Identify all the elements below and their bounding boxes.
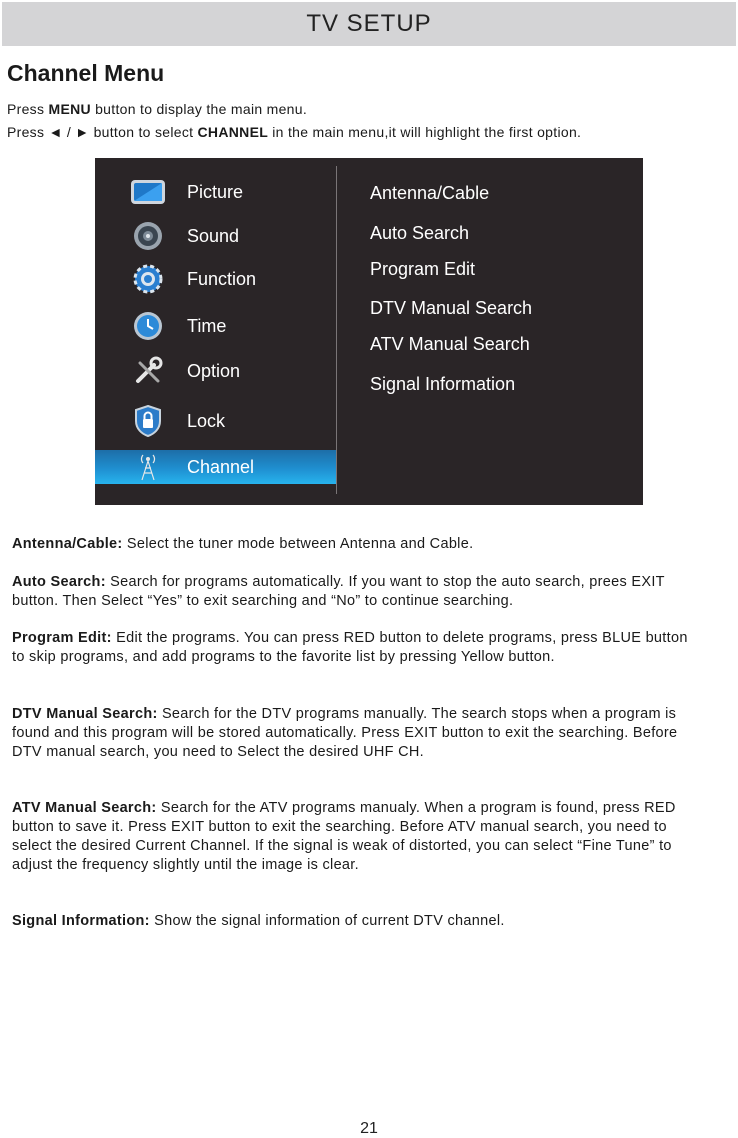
tv-menu-screen: [95, 158, 643, 505]
channel-key-label: CHANNEL: [197, 124, 269, 140]
option-icon: [130, 356, 166, 386]
intro-text: button to display the main menu.: [90, 101, 308, 117]
intro-text: in the main menu,it will highlight the first option.: [268, 124, 582, 140]
desc-term: Antenna/Cable:: [12, 536, 123, 552]
menu-divider: [336, 166, 337, 494]
desc-text: Select the tuner mode between Antenna and Cable.: [122, 536, 474, 552]
desc-auto-search: [12, 573, 702, 611]
desc-text: Edit the programs. You can press RED button to delete programs, press BLUE button to skip programs, and add programs to the favorite list by pressing Yellow button.: [12, 630, 688, 665]
desc-text: Show the signal information of current DTV channel.: [149, 913, 505, 929]
desc-term: Signal Information:: [12, 913, 150, 929]
submenu-item-signal-information[interactable]: Signal Information: [370, 374, 516, 394]
desc-antenna-cable: [12, 535, 702, 554]
intro-line-1: [7, 101, 307, 117]
menu-key-label: MENU: [48, 101, 91, 117]
desc-dtv-manual-search: [12, 705, 702, 762]
desc-atv-manual-search: [12, 799, 702, 875]
lock-icon: [130, 406, 166, 436]
menu-item-channel[interactable]: [95, 450, 336, 484]
time-icon: [130, 311, 166, 341]
desc-signal-information: [12, 912, 702, 931]
intro-text: button to select: [89, 124, 198, 140]
desc-term: DTV Manual Search:: [12, 706, 158, 722]
picture-icon: [130, 177, 166, 207]
menu-item-function[interactable]: [95, 262, 336, 296]
desc-text: Search for the DTV programs manually. The search stops when a program is found and this program will be stored automatically. Press EXIT button to exit the searching. Before DTV manual search, you need to Select the desired UHF CH.: [12, 706, 678, 760]
menu-item-lock[interactable]: [95, 404, 336, 438]
submenu-item-atv-manual-search[interactable]: ATV Manual Search: [370, 334, 530, 354]
desc-term: Auto Search:: [12, 574, 106, 590]
arrow-keys-label: ◄ / ►: [48, 124, 90, 140]
menu-item-label: Sound: [187, 225, 240, 246]
menu-item-label: Picture: [187, 181, 244, 202]
submenu-item-dtv-manual-search[interactable]: DTV Manual Search: [370, 298, 533, 318]
function-icon: [130, 264, 166, 294]
menu-item-label: Function: [187, 268, 257, 289]
submenu-item-program-edit[interactable]: Program Edit: [370, 259, 476, 279]
desc-term: ATV Manual Search:: [12, 800, 157, 816]
page-header-title: TV SETUP: [306, 10, 432, 37]
intro-text: Press: [7, 101, 49, 117]
menu-item-label: Time: [187, 315, 227, 336]
menu-item-label: Option: [187, 360, 241, 381]
intro-text: Press: [7, 124, 49, 140]
submenu-item-auto-search[interactable]: Auto Search: [370, 223, 470, 243]
desc-text: Search for programs automatically. If you want to stop the auto search, prees EXIT button. Then Select “Yes” to exit searching and “No” to continue searching.: [12, 574, 665, 609]
sound-icon: [130, 221, 166, 251]
desc-text: Search for the ATV programs manualy. When a program is found, press RED button to save it. Press EXIT button to exit the searching. Before ATV manual search, you need to select the desired Current Channel. If the signal is weak of distorted, you can select “Fine Tune” to adjust the frequency slightly until the image is clear.: [12, 800, 676, 873]
desc-term: Program Edit:: [12, 630, 112, 646]
header-bar: [2, 2, 736, 46]
menu-item-sound[interactable]: [95, 219, 336, 253]
submenu-item-antenna-cable[interactable]: Antenna/Cable: [370, 183, 490, 203]
menu-item-picture[interactable]: [95, 175, 336, 209]
page-number: 21: [360, 1120, 378, 1137]
section-title: Channel Menu: [7, 60, 165, 86]
menu-item-label: Lock: [187, 410, 226, 431]
intro-line-2: [7, 124, 581, 140]
menu-item-time[interactable]: [95, 309, 336, 343]
channel-icon: [130, 452, 166, 482]
menu-item-label: Channel: [187, 456, 255, 477]
desc-program-edit: [12, 629, 702, 667]
menu-item-option[interactable]: [95, 354, 336, 388]
